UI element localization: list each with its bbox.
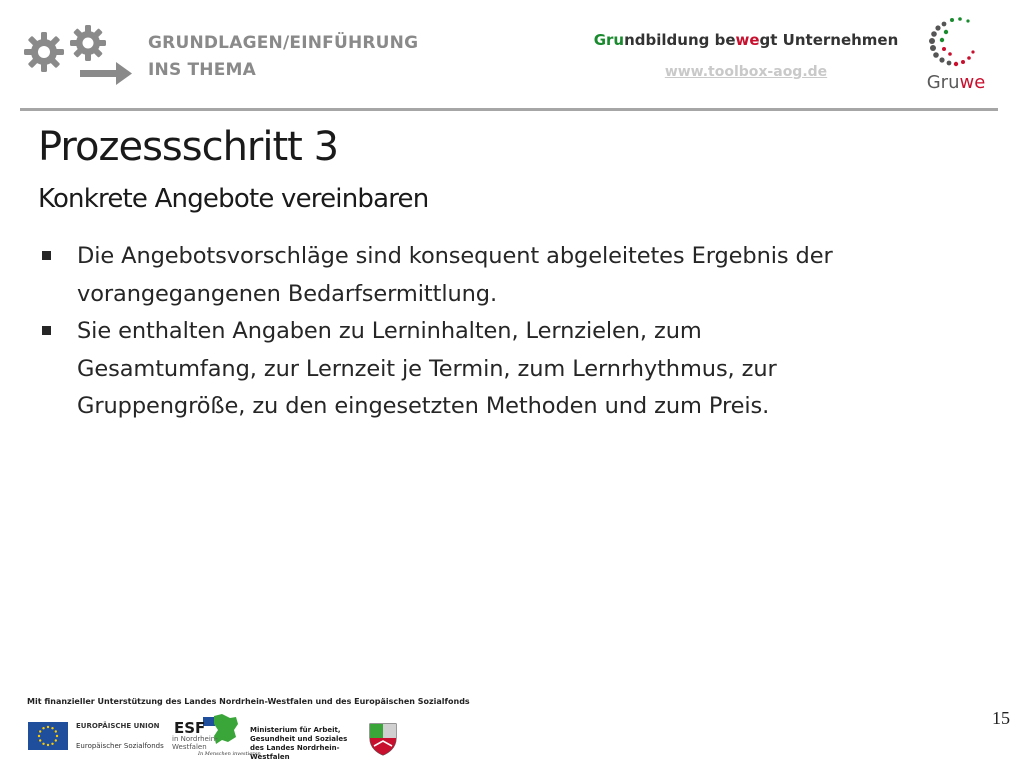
project-url-link[interactable]: www.toolbox-aog.de bbox=[664, 64, 828, 80]
page-number: 15 bbox=[992, 708, 1010, 728]
esf-region-line1: in Nordrhein- bbox=[172, 735, 218, 743]
section-label bbox=[148, 30, 448, 84]
ministry-line2: Gesundheit und Soziales bbox=[250, 735, 348, 743]
bullet-item bbox=[40, 238, 960, 313]
project-title-part4: gt Unternehmen bbox=[759, 31, 899, 49]
project-title bbox=[560, 31, 932, 49]
project-title-part3: we bbox=[735, 31, 760, 49]
esf-text: ESF bbox=[174, 719, 206, 737]
gruwe-logo-text-b: we bbox=[959, 72, 986, 93]
gruwe-logo-text bbox=[914, 72, 998, 93]
page-title: Prozessschritt 3 bbox=[38, 124, 339, 170]
section-label-line1: GRUNDLAGEN/EINFÜHRUNG bbox=[148, 33, 419, 53]
bullet-line: Gruppengröße, zu den eingesetzten Methoden und zum Preis. bbox=[77, 393, 770, 419]
esf-fund-label: Europäischer Sozialfonds bbox=[76, 742, 164, 750]
nrw-coat-of-arms-icon bbox=[368, 722, 398, 756]
eu-label: EUROPÄISCHE UNION bbox=[76, 722, 160, 730]
gruwe-logo-text-a: Gru bbox=[926, 72, 960, 93]
eu-flag-icon bbox=[28, 722, 68, 750]
square-bullet-icon bbox=[42, 326, 51, 335]
bullet-list bbox=[40, 238, 960, 426]
funding-text: Mit finanzieller Unterstützung des Landes Nordrhein-Westfalen und des Europäischen Sozialfonds bbox=[27, 697, 470, 706]
bullet-line: Die Angebotsvorschläge sind konsequent abgeleitetes Ergebnis der bbox=[77, 243, 833, 269]
ministry-line3: des Landes Nordrhein-Westfalen bbox=[250, 744, 340, 761]
project-title-part2: ndbildung be bbox=[624, 31, 736, 49]
ministry-line1: Ministerium für Arbeit, bbox=[250, 726, 341, 734]
bullet-line: Sie enthalten Angaben zu Lerninhalten, Lernzielen, zum bbox=[77, 318, 702, 344]
esf-slogan: In Menschen investieren bbox=[198, 751, 261, 757]
ministry-label bbox=[250, 726, 362, 762]
esf-region-line2: Westfalen bbox=[172, 743, 207, 751]
square-bullet-icon bbox=[42, 251, 51, 260]
gears-arrow-icon bbox=[22, 22, 134, 92]
bullet-line: vorangegangenen Bedarfsermittlung. bbox=[77, 280, 498, 307]
project-title-part1: Gru bbox=[593, 31, 625, 49]
header-divider bbox=[20, 108, 998, 111]
section-label-line2: INS THEMA bbox=[148, 60, 257, 80]
page-subtitle: Konkrete Angebote vereinbaren bbox=[38, 184, 429, 214]
esf-region bbox=[172, 735, 232, 751]
bullet-item bbox=[40, 313, 960, 426]
bullet-line: Gesamtumfang, zur Lernzeit je Termin, zum Lernrhythmus, zur bbox=[77, 355, 777, 382]
